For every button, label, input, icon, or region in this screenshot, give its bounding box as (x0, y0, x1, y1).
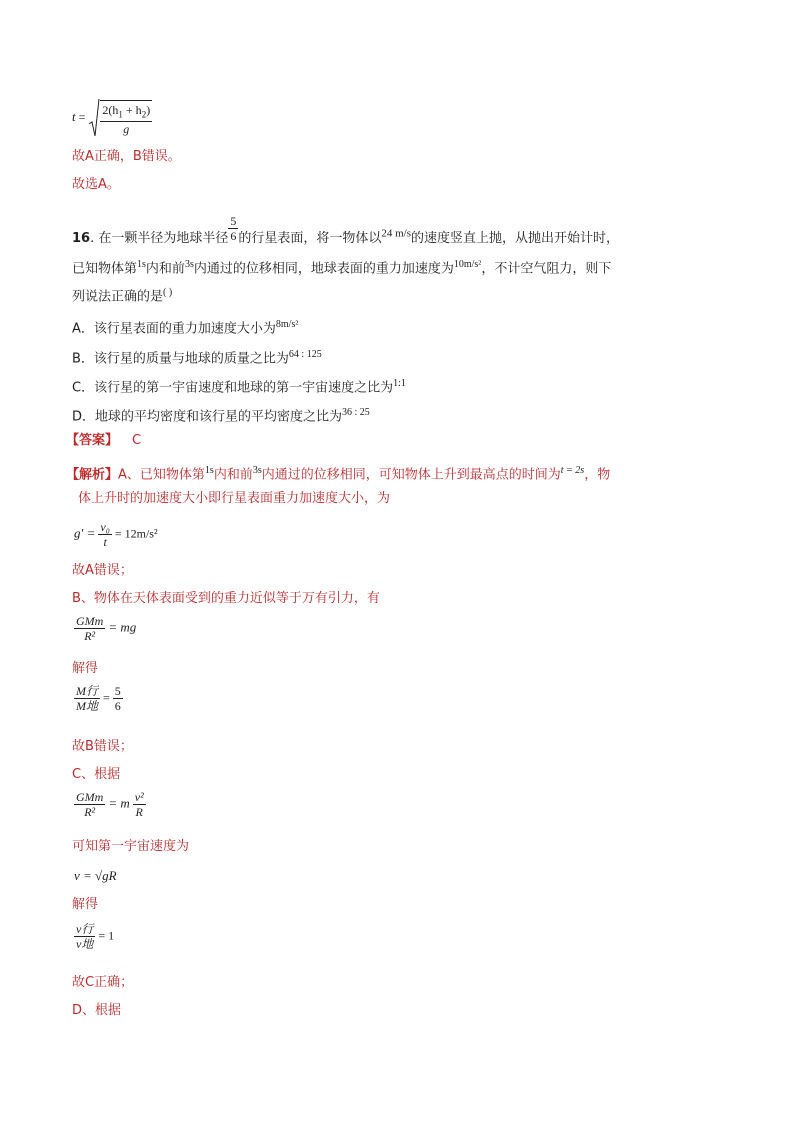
analysis-text: 内和前 (213, 467, 253, 483)
question-text: 的速度竖直上抛，从抛出开始计时， (411, 231, 620, 246)
analysis-label: 【解析】 (66, 467, 119, 483)
analysis-text: A、已知物体第 (118, 467, 205, 483)
formula-g-prime (74, 520, 158, 549)
question-text: ，不计空气阻力，则下 (481, 261, 612, 277)
formula-centripetal (74, 790, 146, 819)
formula-first-cosmic-velocity: v = √gR (74, 868, 117, 883)
option-d (72, 404, 370, 426)
answer-blank: ( ) (163, 287, 173, 298)
formula-velocity-ratio (74, 922, 114, 951)
conclusion-c-correct: 故C正确； (72, 975, 134, 990)
option-label: D．地球的平均密度和该行星的平均密度之比为 (72, 409, 343, 425)
question-text: 已知物体第 (72, 261, 138, 277)
option-label: A．该行星表面的重力加速度大小为 (72, 321, 276, 337)
subscript-1: 1 (118, 109, 123, 120)
numerator-close: ) (146, 102, 151, 117)
formula-rhs: = 1 (98, 928, 115, 943)
analysis-line-1 (66, 462, 610, 484)
answer-label: 【答案】 (66, 433, 119, 448)
analysis-c-intro: C、根据 (72, 767, 121, 782)
formula-rhs: = 12m/s² (114, 526, 158, 541)
choice-a-line: 故选A。 (72, 177, 120, 192)
fraction-den: 6 (230, 229, 237, 243)
formula-time (72, 98, 152, 138)
question-number: 16 (72, 231, 91, 246)
formula-mass-ratio (74, 684, 123, 713)
fraction-den: R (133, 804, 146, 819)
fraction-5-6 (228, 214, 238, 243)
numerator-part: 2(h (102, 102, 119, 117)
fraction-num: 5 (114, 684, 121, 698)
question-text: 列说法正确的是 (72, 289, 164, 305)
option-b (72, 346, 322, 368)
conclusion-b-wrong: 故B错误； (72, 739, 133, 754)
question-line-3 (72, 284, 172, 306)
question-line-1 (72, 214, 620, 253)
fraction-den: M地 (76, 699, 98, 713)
question-text: 内和前 (145, 261, 185, 277)
option-label: C．该行星的第一宇宙速度和地球的第一宇宙速度之比为 (72, 380, 394, 396)
analysis-line-2: 体上升时的加速度大小即行星表面重力加速度大小，为 (78, 491, 391, 506)
analysis-d-intro: D、根据 (72, 1003, 122, 1018)
fraction-num: v₀ (100, 520, 110, 534)
conclusion-a-wrong: 故A错误； (72, 563, 133, 578)
question-text: 的行星表面，将一物体以 (238, 231, 382, 246)
peak-time: t = 2s (560, 465, 585, 476)
option-a (72, 316, 298, 338)
time-1s: 1s (204, 465, 214, 476)
analysis-c-know: 可知第一宇宙速度为 (72, 839, 190, 854)
fraction-num: M行 (76, 684, 98, 698)
numerator-plus: + h (122, 102, 142, 117)
fraction-num: v² (134, 790, 144, 804)
formula-var-t: t (72, 108, 76, 124)
fraction-den: v地 (76, 937, 94, 951)
analysis-text: 内通过的位移相同，可知物体上升到最高点的时间为 (261, 467, 561, 483)
conclusion-a-correct: 故A正确，B错误。 (72, 149, 181, 164)
formula-rhs: = mg (108, 619, 137, 635)
denominator-g: g (100, 121, 152, 136)
question-line-2 (72, 256, 611, 278)
fraction-num: v行 (76, 922, 94, 936)
fraction-den: 6 (114, 699, 121, 713)
option-value: 8m/s² (275, 319, 299, 330)
option-value: 36 : 25 (342, 407, 370, 418)
fraction-den: R² (74, 628, 105, 643)
fraction-num: GMm (76, 790, 104, 804)
analysis-c-solve: 解得 (72, 897, 99, 912)
earth-gravity: 10m/s² (453, 259, 482, 270)
option-value: 1:1 (393, 378, 406, 389)
formula-equals: = (78, 109, 86, 124)
sqrt-expression (88, 98, 152, 138)
fraction-num: 5 (230, 214, 237, 228)
initial-speed: 24 m/s (381, 227, 412, 240)
time-3s: 3s (184, 259, 194, 270)
answer-line (66, 432, 141, 450)
fraction-den: R² (74, 804, 105, 819)
fraction-num: GMm (76, 614, 104, 628)
answer-value: C (132, 433, 142, 448)
question-text: 内通过的位移相同，地球表面的重力加速度为 (193, 261, 454, 277)
time-1s: 1s (137, 259, 146, 270)
formula-gravity (74, 614, 136, 643)
option-c (72, 375, 406, 397)
question-text: . 在一颗半径为地球半径 (90, 231, 229, 246)
formula-lhs: g′ = (74, 525, 96, 541)
option-label: B．该行星的质量与地球的质量之比为 (72, 351, 289, 367)
subscript-2: 2 (141, 109, 147, 120)
analysis-b-solve: 解得 (72, 661, 99, 676)
time-3s: 3s (252, 465, 262, 476)
radical-sign-icon (88, 98, 100, 138)
option-value: 64 : 125 (288, 349, 322, 360)
formula-mid: = m (108, 795, 130, 811)
analysis-b-intro: B、物体在天体表面受到的重力近似等于万有引力，有 (72, 591, 380, 606)
analysis-text: ，物 (584, 467, 611, 483)
fraction-den: t (98, 534, 112, 549)
formula-equals: = (103, 690, 110, 705)
